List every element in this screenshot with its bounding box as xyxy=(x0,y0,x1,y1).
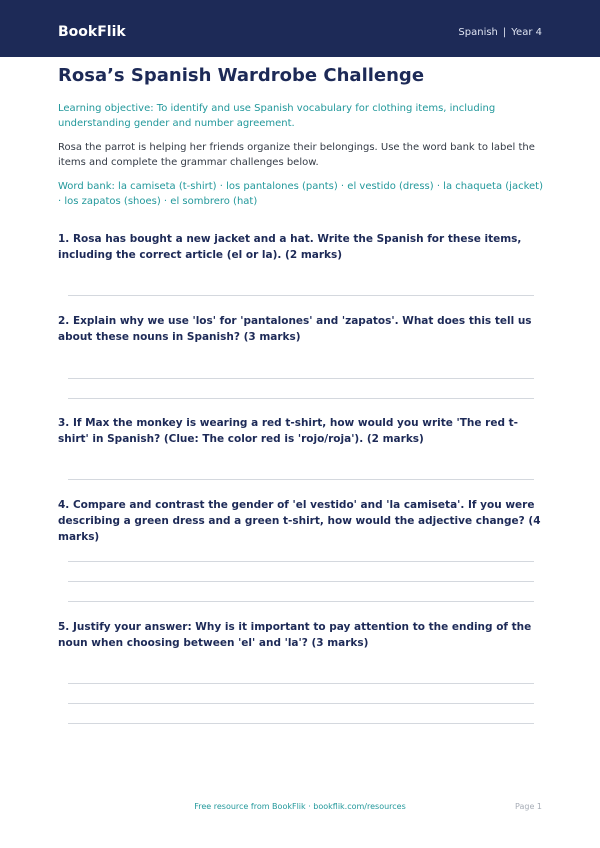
answer-line[interactable] xyxy=(68,295,534,296)
answer-line[interactable] xyxy=(68,398,534,399)
question-text: 1. Rosa has bought a new jacket and a hat. Write the Spanish for these items, including the correct article (el or la). (2 marks) xyxy=(58,233,522,261)
question-text: 3. If Max the monkey is wearing a red t-shirt, how would you write 'The red t-shirt' in Spanish? (Clue: The color red is 'rojo/roja'). (2 marks) xyxy=(58,417,519,445)
answer-line[interactable] xyxy=(68,601,534,602)
question-5 xyxy=(58,619,544,729)
question-1 xyxy=(58,231,544,313)
subject-label: Spanish xyxy=(458,27,498,38)
answer-line[interactable] xyxy=(68,561,534,562)
intro-text: Rosa the parrot is helping her friends organize their belongings. Use the word bank to label the items and complete the grammar challenges below. xyxy=(58,142,535,168)
year-label: Year 4 xyxy=(511,27,542,38)
header-bar xyxy=(0,0,600,57)
question-text: 2. Explain why we use 'los' for 'pantalones' and 'zapatos'. What does this tell us about these nouns in Spanish? (3 marks) xyxy=(58,315,532,343)
answer-line[interactable] xyxy=(68,723,534,724)
word-bank: Word bank: la camiseta (t-shirt) · los pantalones (pants) · el vestido (dress) · la chaqueta (jacket) · los zapatos (shoes) · el sombrero (hat) xyxy=(58,181,543,207)
question-text: 4. Compare and contrast the gender of 'el vestido' and 'la camiseta'. If you were describing a green dress and a green t-shirt, how would the adjective change? (4 marks) xyxy=(58,499,541,543)
question-text: 5. Justify your answer: Why is it important to pay attention to the ending of the noun when choosing between 'el' and 'la'? (3 marks) xyxy=(58,621,532,649)
answer-line[interactable] xyxy=(68,581,534,582)
answer-line[interactable] xyxy=(68,683,534,684)
question-3 xyxy=(58,415,544,497)
answer-line[interactable] xyxy=(68,703,534,704)
answer-line[interactable] xyxy=(68,479,534,480)
page-number: Page 1 xyxy=(515,802,542,811)
worksheet-title: Rosa’s Spanish Wardrobe Challenge xyxy=(58,65,425,86)
learning-objective: Learning objective: To identify and use Spanish vocabulary for clothing items, including understanding gender and number agreement. xyxy=(58,103,496,129)
question-2 xyxy=(58,313,544,415)
header-separator: | xyxy=(502,27,507,38)
question-4 xyxy=(58,497,544,619)
footer-credit: Free resource from BookFlik · bookflik.com/resources xyxy=(194,802,406,811)
subject-year-label xyxy=(458,26,542,40)
answer-line[interactable] xyxy=(68,378,534,379)
brand-logo-text: BookFlik xyxy=(58,24,126,40)
worksheet-content xyxy=(58,62,544,729)
